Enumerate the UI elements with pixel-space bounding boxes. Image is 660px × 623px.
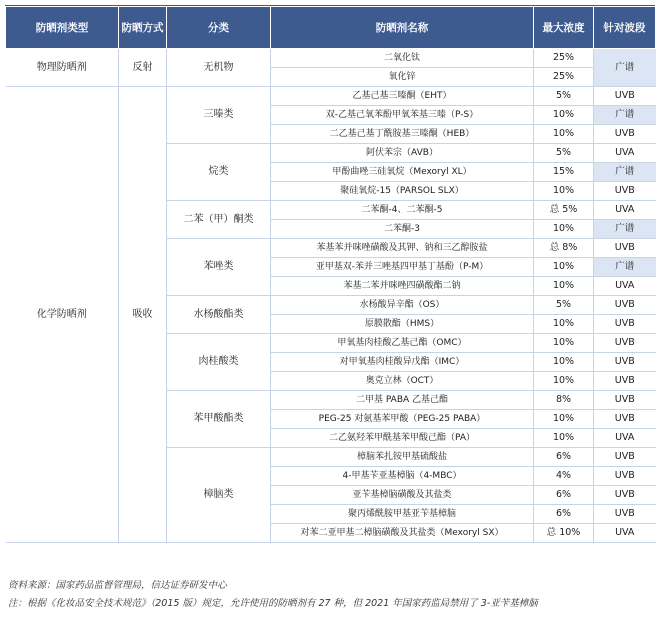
header-band: 针对波段 [594,7,656,49]
name-cell: 阿伏苯宗（AVB） [271,144,534,163]
conc-cell: 10% [534,125,594,144]
band-cell: UVB [594,410,656,429]
category-cell-cinnamate: 肉桂酸类 [167,334,271,391]
conc-cell: 10% [534,410,594,429]
band-cell: UVB [594,486,656,505]
table-row [6,87,656,106]
category-cell-inorganic: 无机物 [167,49,271,87]
conc-cell: 10% [534,334,594,353]
category-cell-benzophenone: 二苯（甲）酮类 [167,201,271,239]
name-cell: PEG-25 对氨基苯甲酸（PEG-25 PABA） [271,410,534,429]
conc-cell: 总 5% [534,201,594,220]
category-cell-salicylate: 水杨酸酯类 [167,296,271,334]
conc-cell: 10% [534,106,594,125]
header-method: 防晒方式 [119,7,167,49]
band-cell: UVB [594,353,656,372]
table-header-row [6,7,656,49]
category-cell-silane: 烷类 [167,144,271,201]
conc-cell: 10% [534,220,594,239]
band-cell: UVA [594,429,656,448]
name-cell: 聚硅氧烷-15（PARSOL SLX） [271,182,534,201]
header-name: 防晒剂名称 [271,7,534,49]
method-cell-absorb: 吸收 [119,87,167,543]
footnote: 注：根据《化妆品安全技术规范》（2015 版）规定，允许使用的防晒剂有 27 种，但 2021 年国家药监局禁用了 3-亚苄基樟脑 [8,598,538,609]
conc-cell: 6% [534,505,594,524]
name-cell: 苯基二苯并咪唑四磺酸酯二钠 [271,277,534,296]
conc-cell: 25% [534,68,594,87]
name-cell: 氧化锌 [271,68,534,87]
name-cell: 二苯酮-4、二苯酮-5 [271,201,534,220]
conc-cell: 5% [534,87,594,106]
band-cell: 广谱 [594,258,656,277]
conc-cell: 8% [534,391,594,410]
conc-cell: 15% [534,163,594,182]
band-cell: UVB [594,239,656,258]
band-cell: UVB [594,334,656,353]
sunscreen-table [5,6,656,543]
name-cell: 亚苄基樟脑磺酸及其盐类 [271,486,534,505]
band-cell: UVB [594,448,656,467]
name-cell: 4-甲基苄亚基樟脑（4-MBC） [271,467,534,486]
band-cell: 广谱 [594,49,656,87]
category-cell-camphor: 樟脑类 [167,448,271,543]
name-cell: 乙基己基三嗪酮（EHT） [271,87,534,106]
conc-cell: 6% [534,486,594,505]
name-cell: 樟脑苯扎铵甲基硫酸盐 [271,448,534,467]
name-cell: 甲氧基肉桂酸乙基己酯（OMC） [271,334,534,353]
conc-cell: 6% [534,448,594,467]
band-cell: UVB [594,467,656,486]
name-cell: 二氧化钛 [271,49,534,68]
band-cell: UVB [594,505,656,524]
header-concentration: 最大浓度 [534,7,594,49]
conc-cell: 10% [534,315,594,334]
conc-cell: 10% [534,429,594,448]
band-cell: UVB [594,125,656,144]
conc-cell: 总 8% [534,239,594,258]
band-cell: UVB [594,87,656,106]
conc-cell: 5% [534,144,594,163]
conc-cell: 25% [534,49,594,68]
type-cell-physical: 物理防晒剂 [6,49,119,87]
band-cell: UVB [594,182,656,201]
name-cell: 双-乙基己氧苯酚甲氧苯基三嗪（P-S） [271,106,534,125]
name-cell: 苯基苯并咪唑磺酸及其钾、钠和三乙醇胺盐 [271,239,534,258]
name-cell: 水杨酸异辛酯（OS） [271,296,534,315]
name-cell: 聚丙烯酰胺甲基亚苄基樟脑 [271,505,534,524]
conc-cell: 5% [534,296,594,315]
band-cell: UVB [594,391,656,410]
band-cell: UVA [594,277,656,296]
name-cell: 二乙氨羟苯甲酰基苯甲酸己酯（PA） [271,429,534,448]
table-notes [8,577,656,613]
name-cell: 对苯二亚甲基二樟脑磺酸及其盐类（Mexoryl SX） [271,524,534,543]
source-note: 资料来源：国家药品监督管理局，信达证券研发中心 [8,580,227,591]
category-cell-benzimidazole: 苯唑类 [167,239,271,296]
name-cell: 二乙基己基丁酰胺基三嗪酮（HEB） [271,125,534,144]
header-category: 分类 [167,7,271,49]
band-cell: UVB [594,296,656,315]
band-cell: 广谱 [594,163,656,182]
band-cell: UVA [594,524,656,543]
conc-cell: 总 10% [534,524,594,543]
method-cell-reflect: 反射 [119,49,167,87]
conc-cell: 10% [534,372,594,391]
band-cell: UVA [594,201,656,220]
band-cell: 广谱 [594,220,656,239]
name-cell: 二苯酮-3 [271,220,534,239]
band-cell: UVB [594,372,656,391]
name-cell: 奥克立林（OCT） [271,372,534,391]
conc-cell: 10% [534,353,594,372]
name-cell: 甲酚曲唑三硅氧烷（Mexoryl XL） [271,163,534,182]
name-cell: 亚甲基双-苯并三唑基四甲基丁基酚（P-M） [271,258,534,277]
header-type: 防晒剂类型 [6,7,119,49]
band-cell: UVA [594,144,656,163]
category-cell-paba: 苯甲酸酯类 [167,391,271,448]
band-cell: 广谱 [594,106,656,125]
conc-cell: 10% [534,277,594,296]
name-cell: 原膜散酯（HMS） [271,315,534,334]
conc-cell: 10% [534,258,594,277]
type-cell-chemical: 化学防晒剂 [6,87,119,543]
band-cell: UVB [594,315,656,334]
name-cell: 二甲基 PABA 乙基己酯 [271,391,534,410]
table-row [6,49,656,68]
name-cell: 对甲氧基肉桂酸异戊酯（IMC） [271,353,534,372]
conc-cell: 10% [534,182,594,201]
category-cell-triazine: 三嗪类 [167,87,271,144]
conc-cell: 4% [534,467,594,486]
